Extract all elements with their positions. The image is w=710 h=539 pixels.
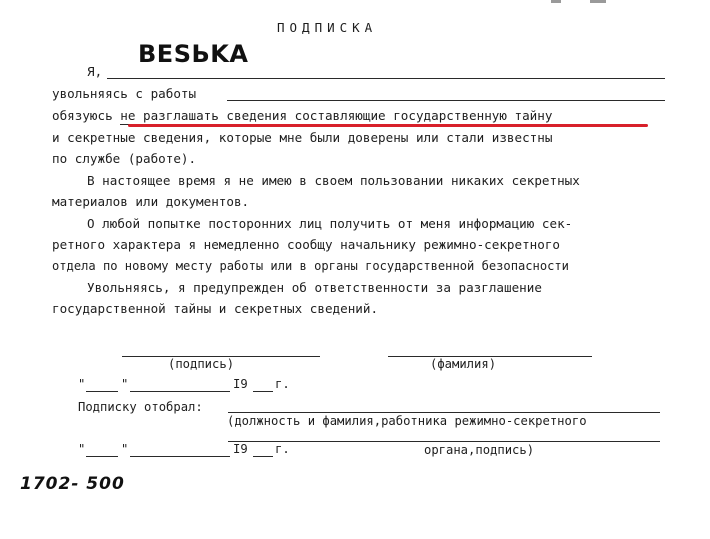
year-prefix: I9	[233, 377, 248, 391]
handwritten-note: 1702- 500	[20, 474, 125, 494]
year-prefix: I9	[233, 442, 248, 456]
body-line: материалов или документов.	[52, 194, 250, 209]
month-line	[130, 391, 230, 392]
leaving-job-label: увольняясь с работы	[52, 86, 197, 101]
date-quote-close: "	[121, 442, 129, 456]
body-line: В настоящее время я не имею в своем пользовании никаких секретных	[87, 173, 580, 188]
date-quote-open: "	[78, 377, 86, 391]
month-line	[130, 456, 230, 457]
year-line	[253, 456, 273, 457]
name-line	[107, 78, 665, 79]
date-quote-open: "	[78, 442, 86, 456]
body-line: отдела по новому месту работы или в органы государственной безопасности	[52, 259, 569, 273]
body-line: О любой попытке посторонних лиц получить от меня информацию сек-	[87, 216, 573, 231]
body-line: Увольняясь, я предупрежден об ответственности за разглашение	[87, 280, 542, 295]
surname-caption: (фамилия)	[430, 357, 497, 371]
position-line	[228, 441, 660, 442]
body-line: ретного характера я немедленно сообщу начальнику режимно-секретного	[52, 237, 560, 252]
top-edge-mark	[551, 0, 561, 3]
position-caption: (должность и фамилия,работника режимно-секретного	[227, 414, 587, 428]
body-line: по службе (работе).	[52, 151, 197, 166]
organ-caption: органа,подпись)	[424, 443, 535, 457]
year-suffix: г.	[275, 442, 290, 456]
obligation-line	[52, 108, 552, 125]
year-suffix: г.	[275, 377, 290, 391]
received-line	[228, 412, 660, 413]
year-line	[253, 391, 273, 392]
document-title: ПОДПИСКА	[277, 20, 378, 35]
received-label: Подписку отобрал:	[78, 400, 203, 414]
signature-caption: (подпись)	[168, 357, 235, 371]
date-quote-close: "	[121, 377, 129, 391]
body-line: государственной тайны и секретных сведений.	[52, 301, 379, 316]
red-underline	[128, 124, 648, 127]
name-stamp: BESЬKA	[138, 40, 249, 68]
body-line: и секретные сведения, которые мне были доверены или стали известны	[52, 130, 553, 145]
job-line	[227, 100, 665, 101]
top-edge-mark	[590, 0, 606, 3]
day-line	[86, 456, 118, 457]
name-label: Я,	[87, 64, 103, 79]
highlighted-phrase: не разглашать сведения составляющие государственную тайну	[120, 108, 553, 123]
obligation-prefix: обязуюсь	[52, 108, 121, 123]
day-line	[86, 391, 118, 392]
